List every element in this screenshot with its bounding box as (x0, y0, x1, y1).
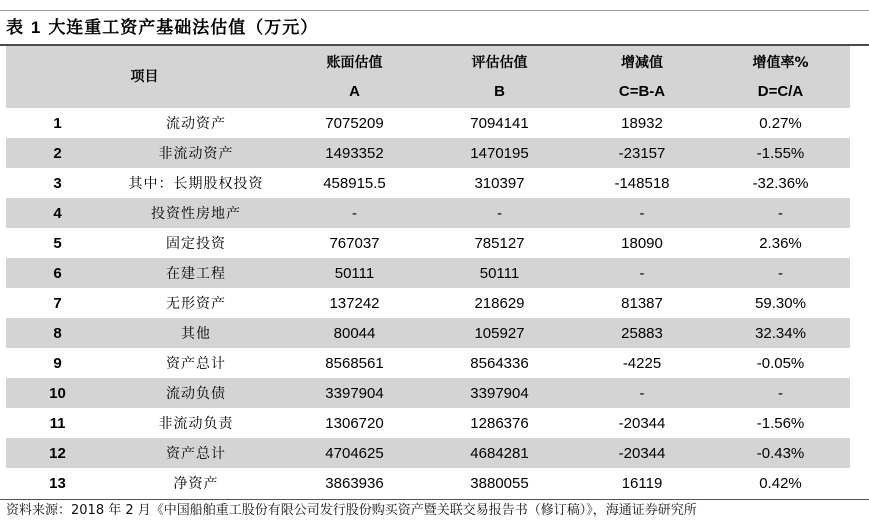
title-text: 大连重工资产基础法估值（万元） (48, 18, 319, 38)
row-book-value: 4704625 (325, 444, 384, 462)
row-item: 净资产 (173, 476, 219, 492)
row-rate: - (778, 384, 783, 402)
top-rule (0, 10, 869, 11)
row-book-value: 1493352 (325, 144, 384, 162)
header-item: 项目 (130, 69, 159, 85)
table-row (6, 228, 850, 258)
row-number: 6 (53, 264, 62, 282)
row-rate: 32.34% (755, 324, 806, 342)
row-rate: 0.42% (759, 474, 802, 492)
table-row (6, 408, 850, 438)
table-row (6, 378, 850, 408)
row-book-value: 50111 (334, 264, 375, 282)
row-change: -20344 (618, 414, 666, 432)
row-number: 7 (53, 294, 62, 312)
row-change: 18932 (621, 114, 663, 132)
table-row (6, 198, 850, 228)
header-change: 增减值 C=B-A (618, 54, 666, 100)
row-rate: - (778, 204, 783, 222)
row-change: 25883 (621, 324, 663, 342)
table-row (6, 138, 850, 168)
row-number: 11 (49, 414, 66, 432)
row-number: 2 (53, 144, 62, 162)
row-item: 资产总计 (166, 446, 226, 462)
row-book-value: 1306720 (325, 414, 384, 432)
row-item: 固定投资 (166, 236, 226, 252)
row-book-value: 767037 (329, 234, 380, 252)
row-item: 投资性房地产 (151, 206, 241, 222)
row-appraised-value: 218629 (474, 294, 525, 312)
row-change: 18090 (621, 234, 663, 252)
row-number: 8 (53, 324, 62, 342)
row-item: 资产总计 (166, 356, 226, 372)
source-note: 资料来源：2018 年 2 月《中国船舶重工股份有限公司发行股份购买资产暨关联交易报告书（修订稿）》，海通证券研究所 (6, 503, 697, 518)
row-rate: 2.36% (759, 234, 802, 252)
valuation-table (6, 46, 850, 498)
table-row (6, 168, 850, 198)
table-row (6, 318, 850, 348)
row-change: 81387 (621, 294, 663, 312)
header-appraised-value: 评估估值 B (471, 54, 528, 100)
row-item: 流动资产 (166, 116, 226, 132)
row-number: 9 (53, 354, 62, 372)
row-number: 1 (53, 114, 62, 132)
row-item: 流动负债 (166, 386, 226, 402)
row-appraised-value: 105927 (474, 324, 525, 342)
table-row (6, 258, 850, 288)
row-item: 非流动资产 (158, 146, 234, 162)
table-row (6, 468, 850, 498)
row-change: 16119 (621, 474, 663, 492)
row-item: 其他 (181, 326, 211, 342)
row-book-value: 137242 (329, 294, 380, 312)
row-appraised-value: 8564336 (470, 354, 529, 372)
row-appraised-value: 1286376 (470, 414, 529, 432)
row-number: 10 (49, 384, 66, 402)
row-appraised-value: 50111 (479, 264, 520, 282)
row-number: 12 (49, 444, 66, 462)
row-number: 13 (49, 474, 66, 492)
table-row (6, 438, 850, 468)
row-rate: -32.36% (752, 174, 809, 192)
row-rate: 0.27% (759, 114, 802, 132)
row-change: - (639, 204, 645, 222)
row-change: -23157 (618, 144, 666, 162)
table-row (6, 348, 850, 378)
row-book-value: 458915.5 (323, 174, 386, 192)
row-appraised-value: 1470195 (470, 144, 529, 162)
row-rate: - (778, 264, 783, 282)
row-book-value: 80044 (333, 324, 376, 342)
row-book-value: 8568561 (325, 354, 384, 372)
row-number: 4 (53, 204, 62, 222)
row-number: 5 (53, 234, 62, 252)
row-item: 无形资产 (166, 296, 226, 312)
row-appraised-value: 4684281 (470, 444, 529, 462)
row-book-value: 7075209 (325, 114, 384, 132)
row-rate: -0.05% (756, 354, 805, 372)
row-appraised-value: - (497, 204, 502, 222)
row-rate: 59.30% (755, 294, 806, 312)
row-book-value: - (352, 204, 357, 222)
row-item: 其中：长期股权投资 (128, 176, 264, 192)
row-appraised-value: 310397 (474, 174, 525, 192)
row-number: 3 (53, 174, 62, 192)
row-change: - (639, 264, 645, 282)
table-row (6, 288, 850, 318)
row-item: 非流动负责 (158, 416, 234, 432)
row-rate: -0.43% (756, 444, 805, 462)
table-title (6, 16, 318, 40)
title-number: 1 (30, 18, 42, 37)
row-appraised-value: 3880055 (470, 474, 529, 492)
table-row (6, 108, 850, 138)
row-appraised-value: 3397904 (470, 384, 529, 402)
title-prefix: 表 (6, 18, 24, 38)
row-change: -20344 (618, 444, 666, 462)
row-appraised-value: 785127 (474, 234, 525, 252)
row-book-value: 3397904 (325, 384, 384, 402)
row-appraised-value: 7094141 (470, 114, 529, 132)
row-change: - (639, 384, 645, 402)
row-rate: -1.56% (756, 414, 805, 432)
header-rate: 增值率% D=C/A (752, 54, 809, 100)
header-row (6, 46, 850, 108)
row-book-value: 3863936 (325, 474, 384, 492)
row-change: -148518 (614, 174, 670, 192)
header-book-value: 账面估值 A (326, 54, 383, 100)
row-item: 在建工程 (166, 266, 226, 282)
bottom-rule (0, 499, 869, 500)
row-change: -4225 (622, 354, 662, 372)
row-rate: -1.55% (756, 144, 805, 162)
